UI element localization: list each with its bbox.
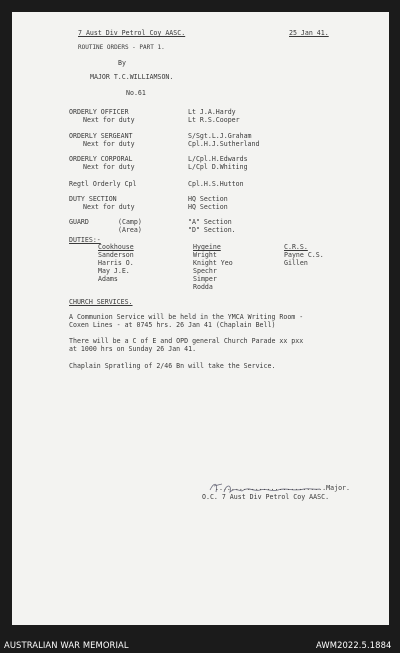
footer-institution: AUSTRALIAN WAR MEMORIAL [4, 640, 129, 650]
guard-camp-label: (Camp) [118, 218, 142, 226]
list-item: Wright [193, 251, 217, 259]
guard-camp-value: "A" Section [188, 218, 232, 226]
duty-label: Regtl Orderly Cpl [69, 180, 137, 188]
list-item: Adams [98, 275, 118, 283]
next-value: Lt R.S.Cooper [188, 116, 240, 124]
next-value: HQ Section [188, 203, 228, 211]
column-title: Hygeine [193, 243, 221, 251]
by-label: By [118, 59, 126, 67]
guard-area-value: "D" Section. [188, 226, 236, 234]
church-services-heading: CHURCH SERVICES. [69, 298, 133, 306]
duty-value: Cpl.H.S.Hutton [188, 180, 244, 188]
duty-label: ORDERLY OFFICER [69, 108, 129, 116]
duty-value: S/Sgt.L.J.Graham [188, 132, 252, 140]
list-item: Payne C.S. [284, 251, 324, 259]
duty-label: ORDERLY CORPORAL [69, 155, 133, 163]
column-title: C.R.S. [284, 243, 308, 251]
list-item: Rodda [193, 283, 213, 291]
duty-label: ORDERLY SERGEANT [69, 132, 133, 140]
list-item: Harris O. [98, 259, 134, 267]
church-para1-line1: A Communion Service will be held in the YMCA Writing Room - [69, 313, 304, 321]
next-label: Next for duty [83, 203, 135, 211]
list-item: Spechr [193, 267, 217, 275]
duty-label: DUTY SECTION [69, 195, 117, 203]
list-item: Sanderson [98, 251, 134, 259]
list-item: Simper [193, 275, 217, 283]
date: 25 Jan 41. [289, 29, 329, 37]
duty-value: L/Cpl.H.Edwards [188, 155, 248, 163]
order-number: No.61 [126, 89, 146, 97]
list-item: Gillen [284, 259, 308, 267]
issuing-officer: MAJOR T.C.WILLIAMSON. [90, 73, 174, 81]
column-title: Cookhouse [98, 243, 134, 251]
next-value: L/Cpl D.Whiting [188, 163, 248, 171]
church-para1-line2: Coxen Lines - at 0745 hrs. 26 Jan 41 (Chaplain Bell) [69, 321, 276, 329]
church-para3: Chaplain Spratling of 2/46 Bn will take the Service. [69, 362, 276, 370]
signature-line: ............................Major. [215, 484, 350, 492]
next-label: Next for duty [83, 140, 135, 148]
guard-area-label: (Area) [118, 226, 142, 234]
archive-footer [0, 636, 400, 653]
footer-accession-number: AWM2022.5.1884 [316, 640, 392, 650]
guard-label: GUARD [69, 218, 89, 226]
church-para2-line1: There will be a C of E and OPD general Church Parade xx pxx [69, 337, 304, 345]
orders-title: ROUTINE ORDERS - PART 1. [78, 44, 165, 51]
duty-value: HQ Section [188, 195, 228, 203]
list-item: Knight Yeo [193, 259, 233, 267]
duties-heading: DUTIES:- [69, 236, 101, 244]
next-label: Next for duty [83, 163, 135, 171]
next-label: Next for duty [83, 116, 135, 124]
duty-value: Lt J.A.Hardy [188, 108, 236, 116]
church-para2-line2: at 1000 hrs on Sunday 26 Jan 41. [69, 345, 197, 353]
next-value: Cpl.H.J.Sutherland [188, 140, 260, 148]
list-item: May J.E. [98, 267, 130, 275]
document-page [12, 12, 389, 625]
signature-title: O.C. 7 Aust Div Petrol Coy AASC. [202, 493, 330, 501]
unit-heading: 7 Aust Div Petrol Coy AASC. [78, 29, 186, 37]
